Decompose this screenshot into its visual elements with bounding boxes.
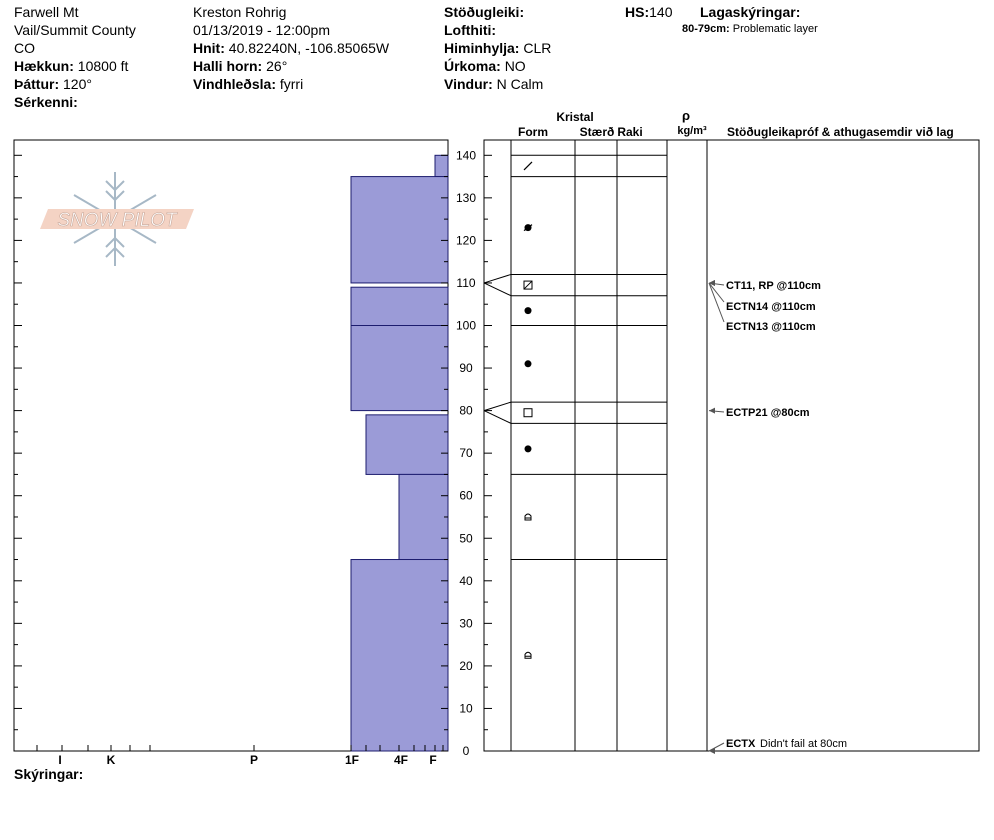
depth-hoar-icon — [525, 652, 531, 658]
rounded-grains-icon — [525, 360, 532, 367]
test-label: ECTN13 @110cm — [726, 321, 816, 333]
windload-label: Vindhleðsla: — [193, 76, 276, 92]
col-crystal: Kristal — [556, 110, 594, 124]
rounded-grains-icon — [525, 445, 532, 452]
depth-label-130: 130 — [455, 190, 477, 205]
state: CO — [14, 40, 35, 56]
depth-label-80: 80 — [459, 403, 473, 418]
hardness-label-1F: 1F — [344, 753, 360, 767]
col-size: Stærð — [579, 125, 615, 139]
coords-value: 40.82240N, -106.85065W — [228, 40, 390, 56]
layer-note-text: Problematic layer — [732, 23, 818, 35]
location: Farwell Mt — [14, 4, 79, 20]
depth-label-70: 70 — [459, 446, 473, 461]
test-arrow-line — [709, 283, 724, 322]
test-connector-bottom-80 — [484, 411, 511, 424]
precipitation-particles-icon — [524, 162, 532, 170]
observer: Kreston Rohrig — [193, 4, 287, 20]
hs-label: HS: — [625, 4, 650, 20]
decomposing-rounding-icon — [524, 224, 532, 231]
test-connector-top-110 — [484, 274, 511, 283]
arrow-head-icon — [709, 408, 715, 414]
region: Vail/Summit County — [14, 22, 136, 38]
test-arrow-line — [709, 283, 724, 302]
depth-label-110: 110 — [456, 275, 476, 290]
depth-hoar-icon — [525, 514, 531, 520]
airtemp-label: Lofthiti: — [444, 22, 497, 38]
depth-label-10: 10 — [459, 701, 473, 716]
depth-label-0: 0 — [462, 744, 470, 758]
elevation-value: 10800 ft — [77, 58, 129, 74]
test-connector-bottom-110 — [484, 283, 511, 296]
stability-test — [709, 407, 810, 419]
wind-label: Vindur: — [444, 76, 493, 92]
depth-label-30: 30 — [459, 616, 473, 631]
elevation-label: Hækkun: — [14, 58, 74, 74]
stability-test — [709, 280, 821, 292]
col-density-symbol: ρ — [681, 108, 691, 123]
rounded-grains-icon — [525, 307, 532, 314]
snowpilot-logo — [40, 172, 194, 266]
col-tests: Stöðugleikapróf & athugasemdir við lag — [727, 125, 954, 139]
hardness-layer-3 — [351, 326, 448, 411]
hs-value: 140 — [649, 4, 673, 20]
aspect-value: 120° — [63, 76, 92, 92]
hardness-label-4F: 4F — [393, 753, 409, 767]
col-form: Form — [518, 125, 548, 139]
faceted-rounded-icon — [524, 281, 532, 289]
depth-label-60: 60 — [459, 488, 473, 503]
depth-label-90: 90 — [459, 361, 473, 376]
hardness-layer-1 — [351, 177, 448, 283]
depth-label-100: 100 — [455, 318, 477, 333]
hardness-layer-2 — [351, 287, 448, 325]
depth-label-50: 50 — [459, 531, 473, 546]
windload-value: fyrri — [279, 76, 304, 92]
logo-text: SNOW PILOT — [57, 210, 177, 231]
test-arrow-line — [709, 743, 724, 751]
notes-label: Skýringar: — [14, 766, 84, 782]
sky-value: CLR — [523, 40, 552, 56]
slope-label: Halli horn: — [193, 58, 263, 74]
features-label: Sérkenni: — [14, 94, 78, 110]
hardness-layer-0 — [435, 155, 448, 176]
hardness-label-F: F — [429, 753, 437, 767]
test-comment: Didn't fail at 80cm — [760, 738, 848, 750]
depth-label-140: 140 — [455, 148, 477, 163]
depth-label-20: 20 — [459, 658, 473, 673]
col-moisture: Raki — [617, 125, 643, 139]
test-label: ECTX — [726, 738, 756, 750]
layer-note-range: 80-79cm: — [682, 23, 730, 35]
faceted-crystals-icon — [524, 409, 532, 417]
layer-notes-label: Lagaskýringar: — [700, 4, 801, 20]
wind-value: N Calm — [496, 76, 544, 92]
test-label: CT11, RP @110cm — [726, 280, 821, 292]
sky-label: Himinhylja: — [444, 40, 520, 56]
precip-label: Úrkoma: — [444, 58, 501, 74]
layer-table-frame — [484, 140, 979, 751]
hardness-label-I: I — [58, 753, 62, 767]
depth-label-120: 120 — [455, 233, 477, 248]
aspect-label: Þáttur: — [14, 76, 60, 92]
hardness-layer-5 — [399, 474, 448, 559]
hardness-label-K: K — [106, 753, 116, 767]
datetime: 01/13/2019 - 12:00pm — [193, 22, 330, 38]
depth-label-40: 40 — [459, 573, 473, 588]
hardness-layer-6 — [351, 560, 448, 751]
test-label: ECTN14 @110cm — [726, 301, 816, 313]
test-label: ECTP21 @80cm — [726, 407, 810, 419]
coords-label: Hnit: — [193, 40, 225, 56]
slope-value: 26° — [266, 58, 288, 74]
test-connector-top-80 — [484, 402, 511, 411]
precip-value: NO — [504, 58, 526, 74]
col-density-unit: kg/m³ — [677, 125, 707, 137]
stability-label: Stöðugleiki: — [444, 4, 525, 20]
hardness-label-P: P — [249, 753, 259, 767]
stability-test — [709, 738, 847, 754]
hardness-layer-4 — [366, 415, 448, 475]
